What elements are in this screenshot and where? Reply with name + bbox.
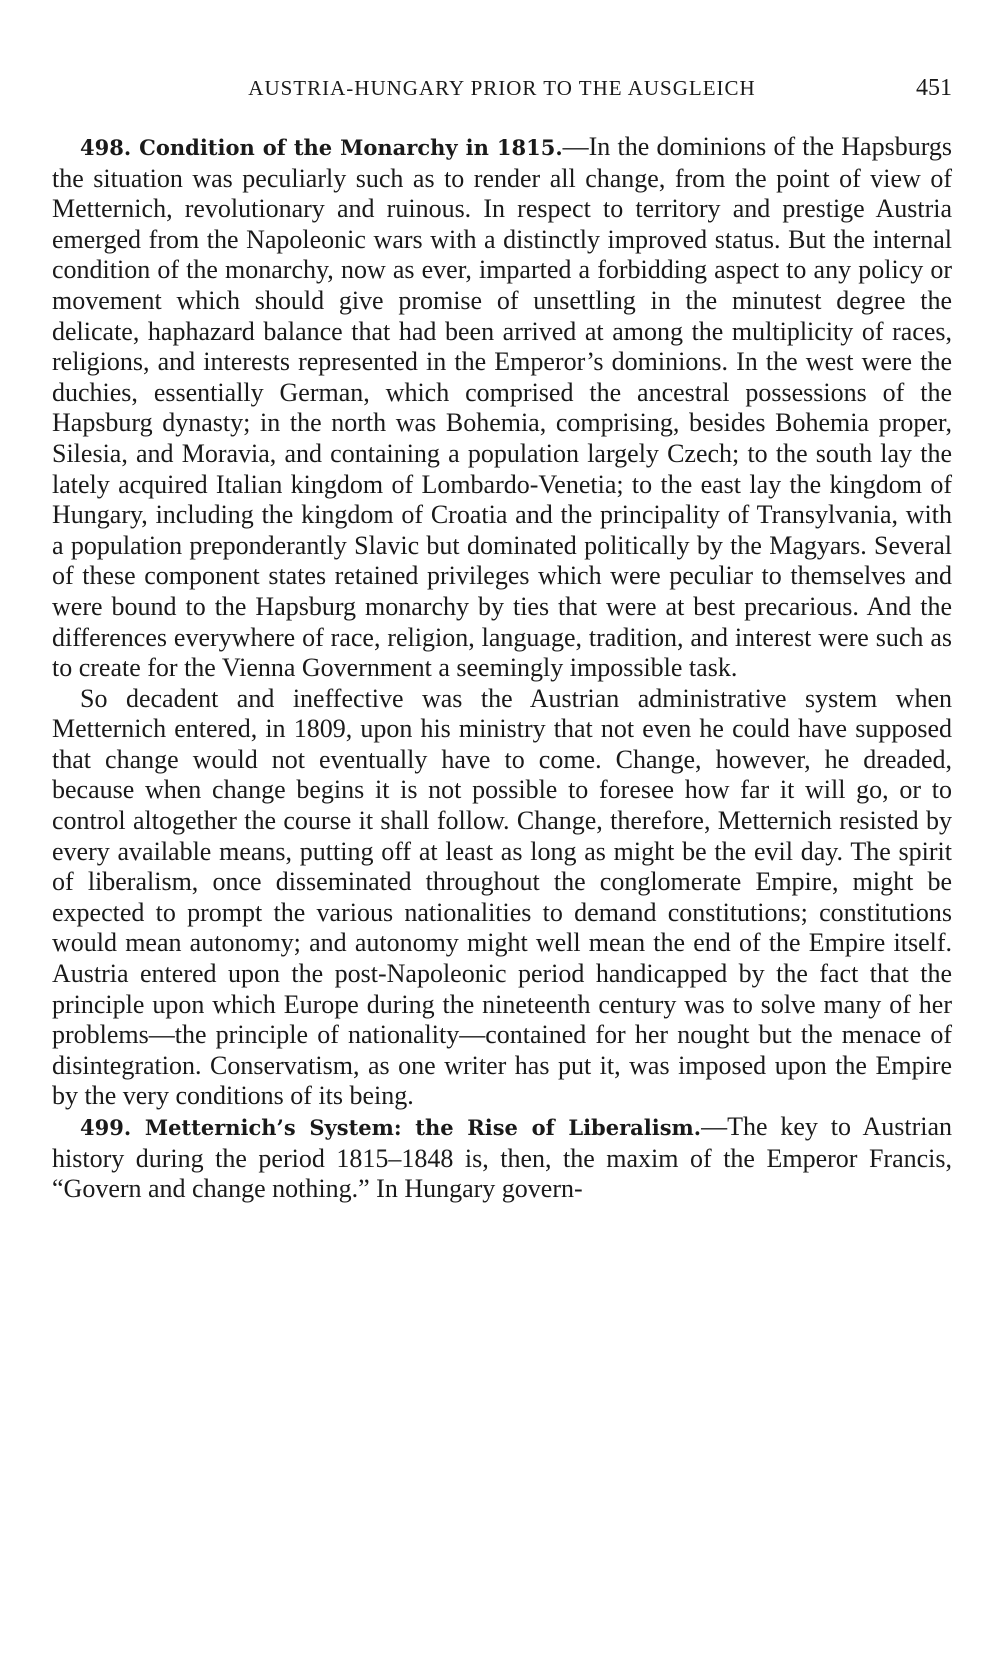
running-title: AUSTRIA-HUNGARY PRIOR TO THE AUSGLEICH: [248, 76, 756, 100]
running-head: [52, 70, 952, 106]
paragraph-continuation: [52, 684, 952, 1112]
paragraph-499-text: —The key to Austrian history during the period 1815–1848 is, then, the maxim of the Emperor Francis, “Govern and change nothing.” In Hungary govern-: [52, 1112, 952, 1204]
page-number: 451: [916, 75, 952, 101]
section-heading-498: 498. Condition of the Monarchy in 1815.: [80, 135, 563, 160]
paragraph-498-text: —In the dominions of the Hapsburgs the situation was peculiarly such as to render all change, from the point of view of Metternich, revolutionary and ruinous. In respect to territory and prestige Austria emerged from the Napoleonic wars with a distinctly improved status. But the internal condition of the monarchy, now as ever, imparted a forbidding aspect to any policy or movement which should give promise of unsettling in the minutest degree the delicate, haphazard balance that had been arrived at among the multiplicity of races, religions, and interests represented in the Emperor’s dominions. In the west were the duchies, essentially German, which comprised the ancestral possessions of the Hapsburg dynasty; in the north was Bohemia, comprising, besides Bohemia proper, Silesia, and Moravia, and containing a population largely Czech; to the south lay the lately acquired Italian kingdom of Lombardo-Venetia; to the east lay the kingdom of Hungary, including the kingdom of Croatia and the principality of Transylvania, with a population preponderantly Slavic but dominated politically by the Magyars. Several of these component states retained privileges which were peculiar to themselves and were bound to the Hapsburg monarchy by ties that were at best precarious. And the differences everywhere of race, religion, language, tradition, and interest were such as to create for the Vienna Government a seemingly impossible task.: [52, 132, 953, 683]
paragraph-continuation-text: So decadent and ineffective was the Austrian administrative system when Metternich entered, in 1809, upon his ministry that not even he could have supposed that change would not eventually have to come. Change, however, he dreaded, because when change begins it is not possible to foresee how far it will go, or to control altogether the course it shall follow. Change, therefore, Metternich resisted by every available means, putting off at least as long as might be the evil day. The spirit of liberalism, once disseminated throughout the conglomerate Empire, might be expected to prompt the various nationalities to demand constitutions; constitutions would mean autonomy; and autonomy might well mean the end of the Empire itself. Austria entered upon the post-Napoleonic period handicapped by the fact that the principle upon which Europe during the nineteenth century was to solve many of her problems—the principle of nationality—contained for her nought but the menace of disintegration. Conservatism, as one writer has put it, was imposed upon the Empire by the very conditions of its being.: [52, 683, 952, 1111]
body-text: [52, 132, 952, 1205]
paragraph-499: [52, 1112, 952, 1205]
section-heading-499: 499. Metternich’s System: the Rise of Liberalism.: [80, 1115, 702, 1140]
paragraph-498: [52, 132, 952, 684]
